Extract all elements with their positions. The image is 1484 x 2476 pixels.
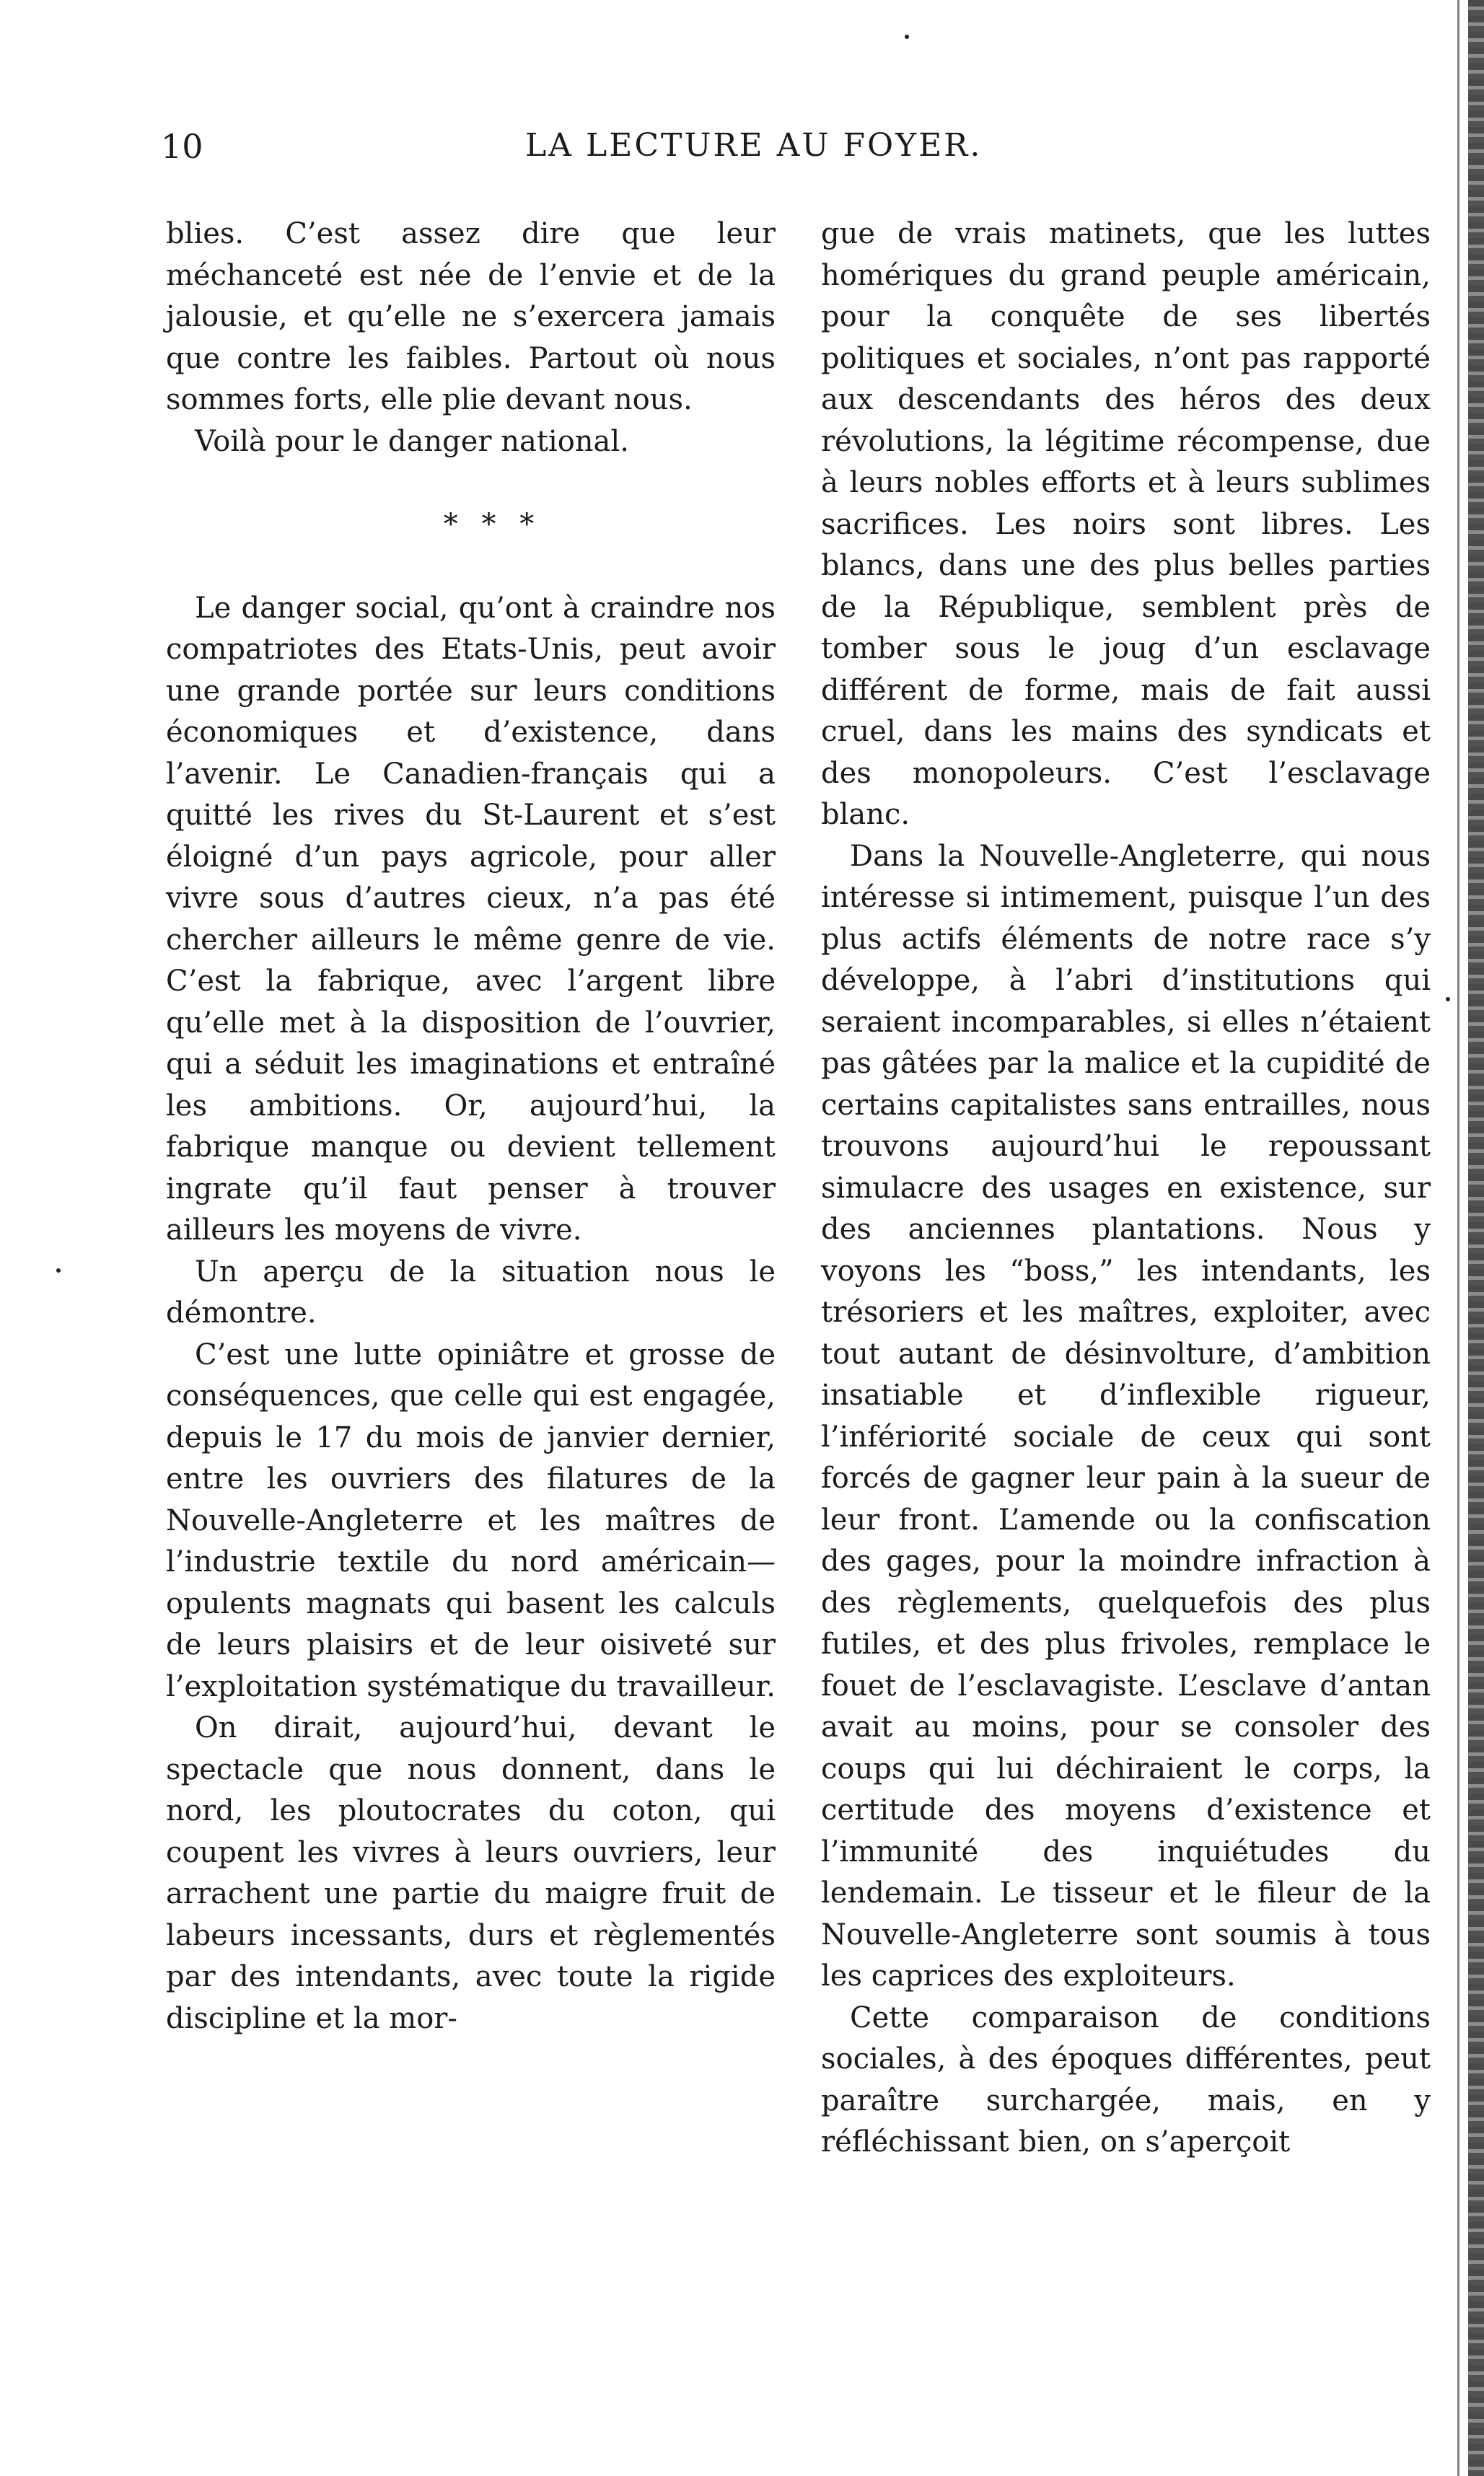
- running-title: LA LECTURE AU FOYER.: [525, 127, 983, 164]
- page-number: 10: [161, 127, 203, 166]
- paragraph: Voilà pour le danger national.: [195, 424, 629, 458]
- page-edge-line: [1457, 0, 1459, 2476]
- print-speck: [56, 1268, 61, 1273]
- paragraph: Dans la Nouvelle-Angleterre, qui nous intéresse si intimement, puisque l’un des plus actifs éléments de notre race s’y développe, à l’abri d’institutions qui seraient incomparables, si elles n’étaient pas gâtées par la malice et la cupidité de certains capitalistes sans entrailles, nous trouvons aujourd’hui le repoussant simulacre des usages en existence, sur des anciennes plantations. Nous y voyons les “boss,” les intendants, les trésoriers et les maîtres, exploiter, avec tout autant de désinvolture, d’ambition insatiable et d’inflexible rigueur, l’infériorité sociale de ceux qui sont forcés de gagner leur pain à la sueur de leur front. L’amende ou la confiscation des gages, pour la moindre infraction à des règlements, quelquefois des plus futiles, et des plus frivoles, remplace le fouet de l’esclavagiste. L’esclave d’antan avait au moins, pour se consoler des coups qui lui déchiraient le corps, la certitude des moyens d’existence et l’immunité des inquiétudes du lendemain. Le tisseur et le fileur de la Nouvelle-Angleterre sont soumis à tous les caprices des exploiteurs.: [821, 839, 1431, 1993]
- paragraph: blies. C’est assez dire que leur méchanceté est née de l’envie et de la jalousie, et qu’elle ne s’exercera jamais que contre les faibles. Partout où nous sommes forts, elle plie devant nous.: [166, 217, 776, 416]
- right-column: [821, 214, 1431, 2164]
- left-column: [166, 214, 776, 2040]
- section-separator: * * *: [443, 508, 542, 541]
- paragraph: C’est une lutte opiniâtre et grosse de conséquences, que celle qui est engagée, depuis le 17 du mois de janvier dernier, entre les ouvriers des filatures de la Nouvelle-Angleterre et les maîtres de l’industrie textile du nord américain—opulents magnats qui basent les calculs de leurs plaisirs et de leur oisiveté sur l’exploitation systématique du travailleur.: [166, 1338, 776, 1703]
- paragraph: Le danger social, qu’ont à craindre nos compatriotes des Etats-Unis, peut avoir une grande portée sur leurs conditions économiques et d’existence, dans l’avenir. Le Canadien-français qui a quitté les rives du St-Laurent et s’est éloigné d’un pays agricole, pour aller vivre sous d’autres cieux, n’a pas été chercher ailleurs le même genre de vie. C’est la fabrique, avec l’argent libre qu’elle met à la disposition de l’ouvrier, qui a séduit les imaginations et entraîné les ambitions. Or, aujourd’hui, la fabrique manque ou devient tellement ingrate qu’il faut penser à trouver ailleurs les moyens de vivre.: [166, 591, 776, 1247]
- paragraph: gue de vrais matinets, que les luttes homériques du grand peuple américain, pour la conquête de ses libertés politiques et sociales, n’ont pas rapporté aux descendants des héros des deux révolutions, la légitime récompense, due à leurs nobles efforts et à leurs sublimes sacrifices. Les noirs sont libres. Les blancs, dans une des plus belles parties de la République, semblent près de tomber sous le joug d’un esclavage différent de forme, mais de fait aussi cruel, dans les mains des syndicats et des monopoleurs. C’est l’esclavage blanc.: [821, 217, 1431, 831]
- page-header: [0, 127, 1484, 177]
- print-speck: [1446, 997, 1450, 1001]
- paragraph: On dirait, aujourd’hui, devant le spectacle que nous donnent, dans le nord, les ploutocrates du coton, qui coupent les vivres à leurs ouvriers, leur arrachent une partie du maigre fruit de labeurs incessants, durs et règlementés par des intendants, avec toute la rigide discipline et la mor-: [166, 1711, 776, 2035]
- paragraph: Cette comparaison de conditions sociales, à des époques différentes, peut paraître surchargée, mais, en y réfléchissant bien, on s’aperçoit: [821, 2001, 1431, 2159]
- paragraph: Un aperçu de la situation nous le démontre.: [166, 1255, 776, 1330]
- print-speck: [905, 35, 909, 39]
- page-edge-binding: [1468, 0, 1484, 2476]
